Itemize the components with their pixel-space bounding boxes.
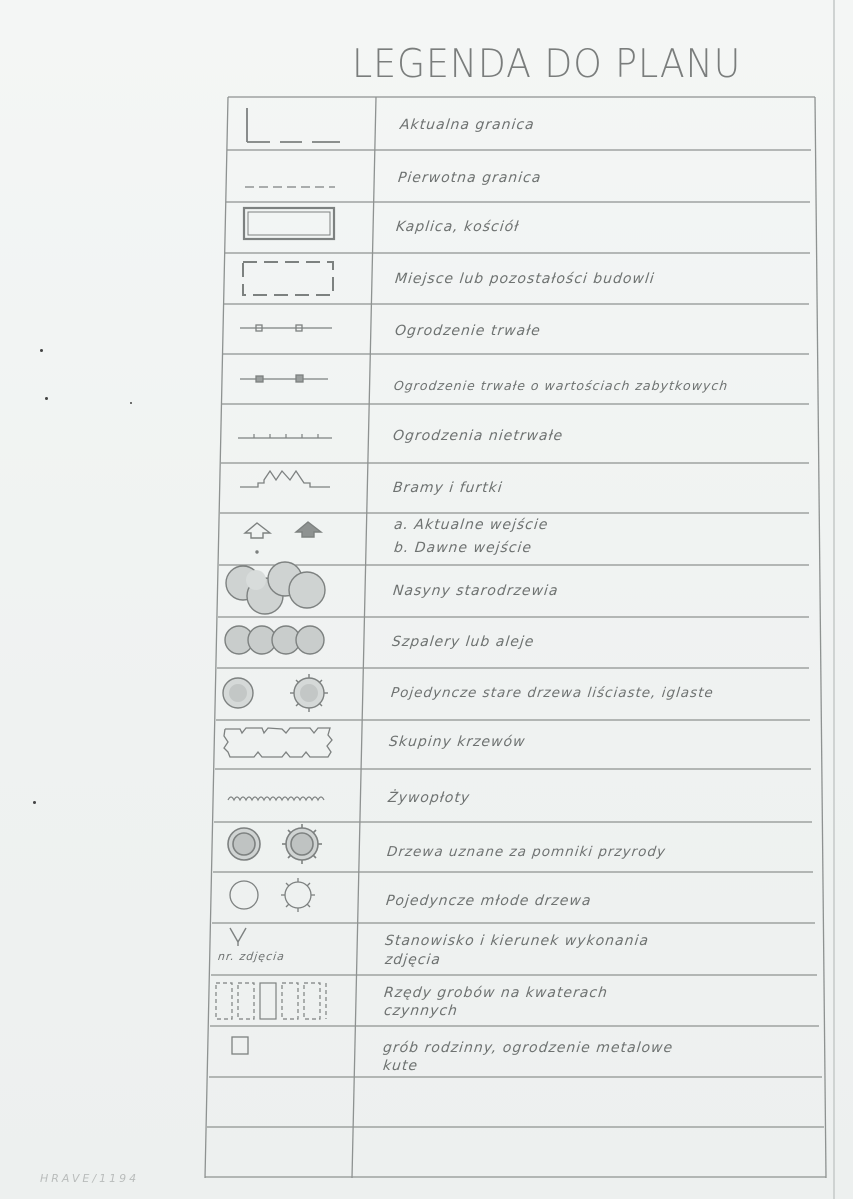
fence-temporary-icon [238,434,332,438]
legend-label-pierwotna-granica: Pierwotna granica [397,170,543,186]
single-old-trees-icon [223,674,328,712]
old-tree-stand-icon [226,562,325,614]
page-title: LEGENDA DO PLANU [352,42,742,87]
legend-label-miejsce-budowli: Miejsce lub pozostałości budowli [394,271,656,287]
legend-label-grob-rodzinny: grób rodzinny, ogrodzenie metalowe [382,1040,674,1056]
legend-label-rzedy-grobow: Rzędy grobów na kwaterach [383,985,609,1001]
fence-historic-icon [240,375,328,382]
scan-speck [33,801,36,804]
legend-label-aktualna-granica: Aktualna granica [399,117,536,133]
legend-label-bramy: Bramy i furtki [392,480,504,496]
photo-position-icon [230,928,246,946]
scan-speck [45,397,48,400]
dashed-rectangle-icon [243,262,333,295]
legend-label-zywoploty: Żywopłoty [387,790,471,806]
legend-label-skupiny-krzewow: Skupiny krzewów [388,734,527,750]
gates-icon [240,471,330,487]
solid-boundary-line-icon [247,108,340,142]
fence-permanent-icon [240,325,332,331]
legend-label-starodrzew: Nasyny starodrzewia [392,583,560,599]
shrub-group-icon [224,728,332,757]
legend-label-kaplica: Kaplica, kościół [395,219,521,235]
legend-label-nr-zdjecia: nr. zdjęcia [217,950,286,963]
scan-speck [40,349,43,352]
legend-label-stare-drzewa: Pojedyncze stare drzewa liściaste, iglaste [390,685,715,701]
legend-label-ogrodzenie-trwale: Ogrodzenie trwałe [394,323,542,339]
tree-row-icon [225,626,324,654]
legend-label-mlode-drzewa: Pojedyncze młode drzewa [385,893,593,909]
nature-monument-trees-icon [228,824,322,864]
legend-label-ogrodzenie-zabytkowe: Ogrodzenie trwałe o wartościach zabytkowych [393,378,730,393]
legend-label-ogrodzenia-nietrwale: Ogrodzenia nietrwałe [392,428,564,444]
legend-label-pomniki-przyrody: Drzewa uznane za pomniki przyrody [386,844,667,860]
legend-label-czynnych: czynnych [383,1003,459,1019]
legend-label-kute: kute [382,1058,419,1074]
family-grave-icon [232,1037,248,1054]
scan-speck [130,402,132,404]
legend-label-dawne-wejscie: b. Dawne wejście [393,540,533,556]
young-trees-icon [230,878,315,912]
legend-label-aktualne-wejscie: a. Aktualne wejście [393,517,550,533]
entrance-arrows-icon [245,522,321,553]
archive-signature: HRAVE/1194 [40,1172,140,1185]
chapel-rectangle-icon [244,208,334,239]
grave-rows-icon [216,983,326,1019]
legend-label-stanowisko: Stanowisko i kierunek wykonania [384,933,650,949]
legend-label-zdjecia: zdjęcia [384,952,442,968]
hedge-icon [228,797,324,800]
legend-label-szpalery: Szpalery lub aleje [391,634,536,650]
